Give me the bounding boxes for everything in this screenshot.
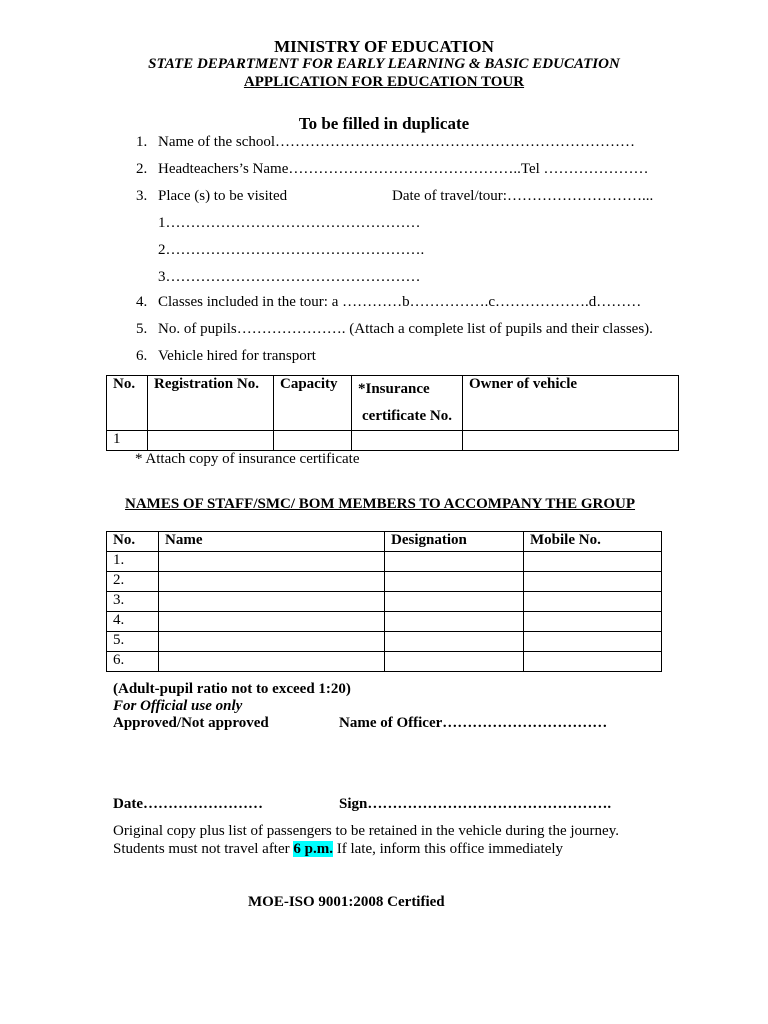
item-number: 1. [136,134,148,150]
official-use-label: For Official use only [113,698,243,714]
col-no: No. [107,376,148,431]
cell-mobile[interactable] [524,572,662,592]
ministry-title: MINISTRY OF EDUCATION [274,37,494,56]
cell-name[interactable] [159,612,385,632]
sign-field: Sign…………………………………………. [339,796,612,812]
col-insurance [352,376,463,431]
officer-name-field: Name of Officer…………………………… [339,715,608,731]
item-text: Name of the school……………………………………………………………… [158,134,636,150]
item-school-name [136,134,635,151]
cell-owner[interactable] [463,431,679,451]
item-vehicle [136,348,316,365]
item-pupils [136,321,653,338]
cell-registration[interactable] [148,431,274,451]
insurance-note: * Attach copy of insurance certificate [135,451,360,467]
table-row [107,572,662,592]
col-designation: Designation [385,532,524,552]
vehicle-table [106,375,679,451]
cell-name[interactable] [159,552,385,572]
place-line-1: 1…………………………………………… [158,215,421,231]
travel-note-pre: Students must not travel after [113,841,290,857]
cell-no: 5. [107,632,159,652]
table-row [107,552,662,572]
item-text: No. of pupils…………………. (Attach a complete list of pupils and their classes). [158,321,653,337]
ratio-note: (Adult-pupil ratio not to exceed 1:20) [113,681,351,697]
item-number: 4. [136,294,148,310]
item-text: Headteachers’s Name………………………………………..Tel ………………… [158,161,649,177]
cell-no: 3. [107,592,159,612]
item-classes [136,294,641,311]
department-title: STATE DEPARTMENT FOR EARLY LEARNING & BASIC EDUCATION [148,56,620,72]
cell-name[interactable] [159,632,385,652]
staff-section-title: NAMES OF STAFF/SMC/ BOM MEMBERS TO ACCOMPANY THE GROUP [125,496,636,512]
item-headteacher [136,161,649,178]
col-capacity: Capacity [274,376,352,431]
cell-mobile[interactable] [524,552,662,572]
table-header-row [107,376,679,431]
travel-time-note [113,841,563,858]
item-text: Place (s) to be visited [158,188,288,204]
col-registration: Registration No. [148,376,274,431]
cell-designation[interactable] [385,592,524,612]
date-field: Date…………………… [113,796,263,812]
cell-designation[interactable] [385,572,524,592]
cell-no: 4. [107,612,159,632]
item-number: 3. [136,188,148,204]
item-places [136,188,287,205]
fill-instruction: To be filled in duplicate [298,114,470,133]
col-name: Name [159,532,385,552]
col-mobile: Mobile No. [524,532,662,552]
table-row [107,431,679,451]
cell-designation[interactable] [385,552,524,572]
table-row [107,632,662,652]
cell-insurance[interactable] [352,431,463,451]
cell-designation[interactable] [385,612,524,632]
item-number: 5. [136,321,148,337]
staff-table [106,531,662,672]
item-text: Vehicle hired for transport [158,348,316,364]
cell-capacity[interactable] [274,431,352,451]
table-header-row [107,532,662,552]
form-title: APPLICATION FOR EDUCATION TOUR [243,74,525,90]
cell-name[interactable] [159,572,385,592]
col-insurance-line1: *Insurance [358,381,430,397]
cell-no: 1. [107,552,159,572]
item-number: 6. [136,348,148,364]
cell-no: 6. [107,652,159,672]
table-row [107,592,662,612]
place-line-2: 2……………………………………………. [158,242,425,258]
retention-note: Original copy plus list of passengers to be retained in the vehicle during the journey. [113,823,619,839]
cell-no: 2. [107,572,159,592]
approval-status: Approved/Not approved [113,715,269,731]
table-row [107,652,662,672]
cell-designation[interactable] [385,652,524,672]
cell-mobile[interactable] [524,592,662,612]
time-highlight: 6 p.m. [293,841,333,857]
col-owner: Owner of vehicle [463,376,679,431]
item-number: 2. [136,161,148,177]
cell-mobile[interactable] [524,632,662,652]
cell-designation[interactable] [385,632,524,652]
cell-name[interactable] [159,592,385,612]
iso-certification: MOE-ISO 9001:2008 Certified [248,894,445,910]
cell-no: 1 [107,431,148,451]
cell-name[interactable] [159,652,385,672]
col-insurance-line2: certificate No. [362,408,452,424]
table-row [107,612,662,632]
cell-mobile[interactable] [524,652,662,672]
travel-date: Date of travel/tour:………………………... [392,188,654,204]
cell-mobile[interactable] [524,612,662,632]
place-line-3: 3…………………………………………… [158,269,421,285]
col-no: No. [107,532,159,552]
travel-note-post: If late, inform this office immediately [336,841,564,857]
item-text: Classes included in the tour: a …………b…………….c……………….d……… [158,294,642,310]
